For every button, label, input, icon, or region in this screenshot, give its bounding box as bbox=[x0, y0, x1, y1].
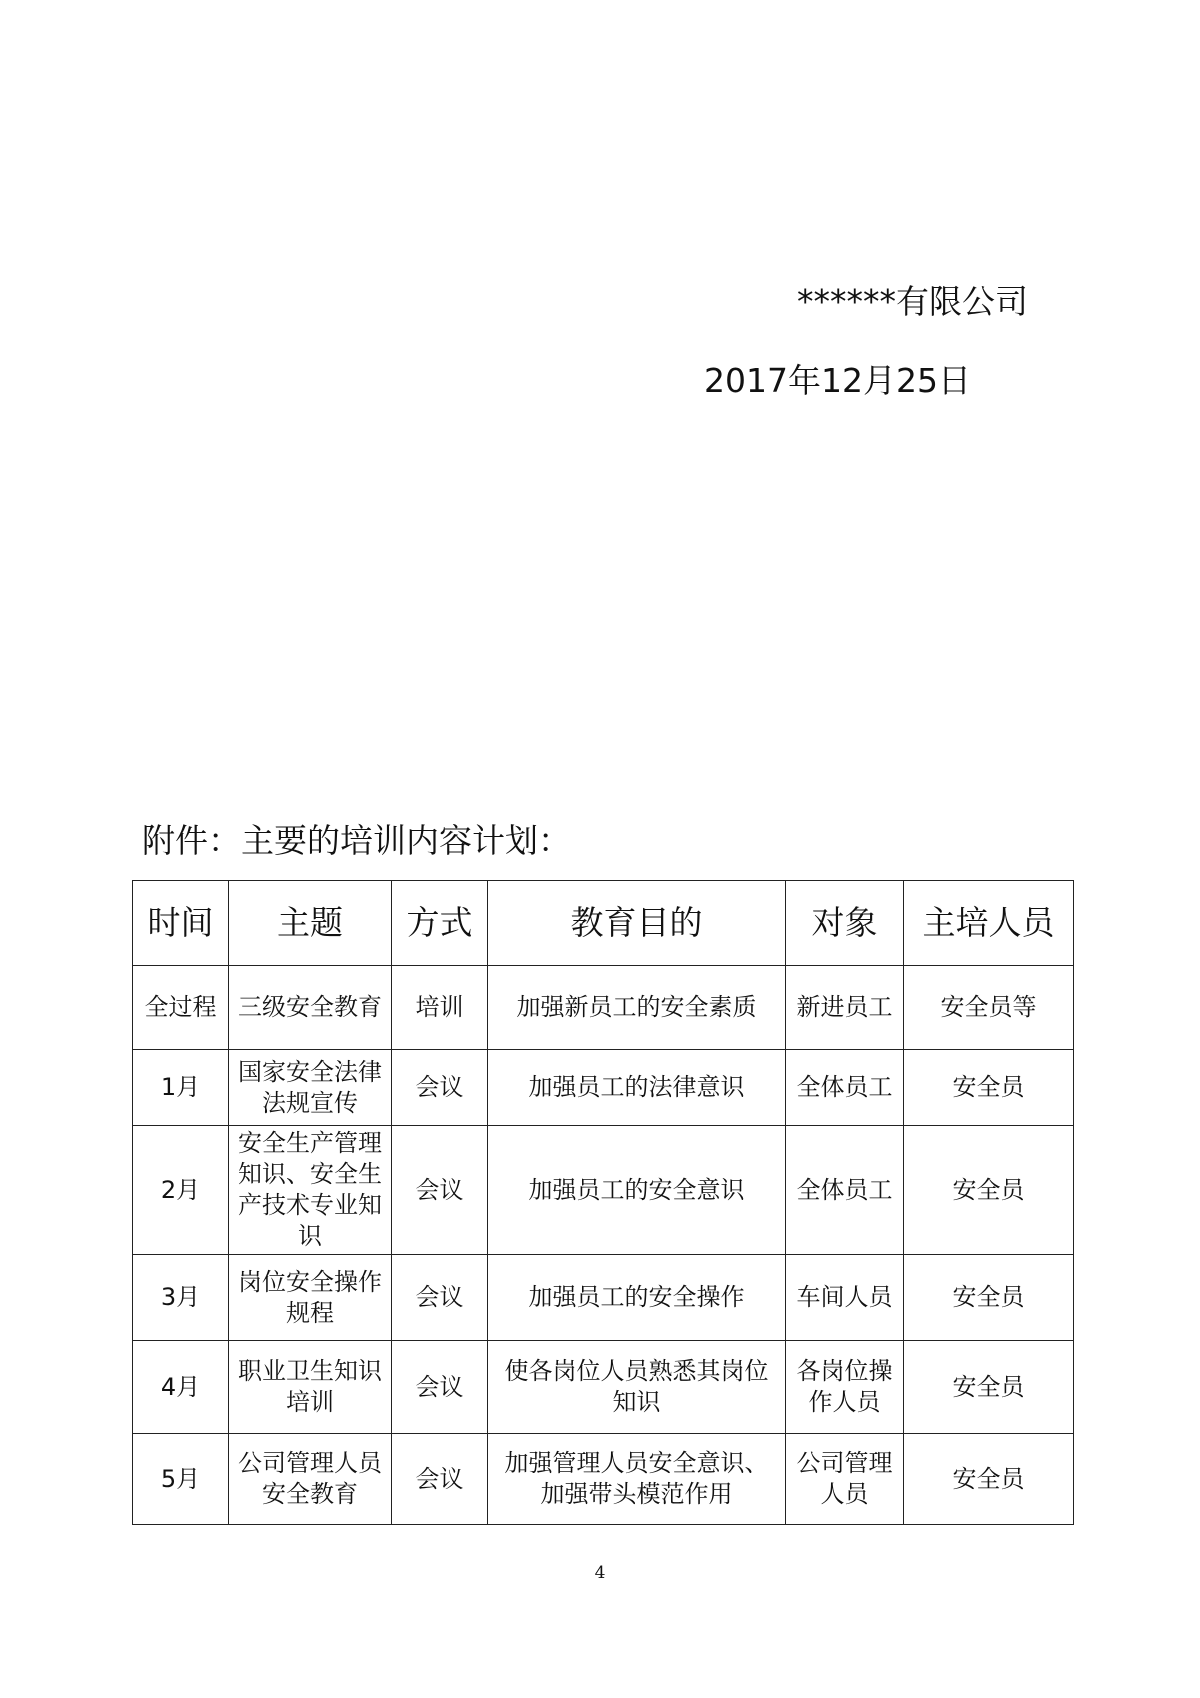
cell-time: 5月 bbox=[133, 1434, 229, 1525]
cell-purpose: 加强新员工的安全素质 bbox=[488, 966, 786, 1050]
cell-audience: 车间人员 bbox=[786, 1255, 904, 1341]
training-plan-table bbox=[132, 880, 1074, 1525]
cell-method: 会议 bbox=[392, 1434, 488, 1525]
cell-topic: 国家安全法律法规宣传 bbox=[229, 1050, 392, 1126]
cell-topic: 职业卫生知识培训 bbox=[229, 1341, 392, 1434]
cell-method: 培训 bbox=[392, 966, 488, 1050]
cell-audience: 全体员工 bbox=[786, 1126, 904, 1255]
cell-topic: 三级安全教育 bbox=[229, 966, 392, 1050]
cell-purpose: 加强管理人员安全意识、加强带头模范作用 bbox=[488, 1434, 786, 1525]
company-name: ******有限公司 bbox=[797, 282, 1028, 321]
cell-audience: 新进员工 bbox=[786, 966, 904, 1050]
page-number: 4 bbox=[594, 1563, 606, 1583]
cell-trainer: 安全员 bbox=[904, 1341, 1074, 1434]
header-time: 时间 bbox=[133, 881, 229, 966]
attachment-title: 附件：主要的培训内容计划： bbox=[142, 821, 571, 860]
cell-trainer: 安全员 bbox=[904, 1255, 1074, 1341]
cell-audience: 各岗位操作人员 bbox=[786, 1341, 904, 1434]
cell-trainer: 安全员 bbox=[904, 1126, 1074, 1255]
cell-trainer: 安全员 bbox=[904, 1434, 1074, 1525]
table-row bbox=[133, 1126, 1074, 1255]
document-date: 2017年12月25日 bbox=[704, 361, 971, 400]
header-method: 方式 bbox=[392, 881, 488, 966]
cell-purpose: 加强员工的法律意识 bbox=[488, 1050, 786, 1126]
cell-trainer: 安全员等 bbox=[904, 966, 1074, 1050]
cell-topic: 安全生产管理知识、安全生产技术专业知识 bbox=[229, 1126, 392, 1255]
cell-topic: 岗位安全操作规程 bbox=[229, 1255, 392, 1341]
cell-topic: 公司管理人员安全教育 bbox=[229, 1434, 392, 1525]
table-row bbox=[133, 1050, 1074, 1126]
table-row bbox=[133, 1341, 1074, 1434]
cell-trainer: 安全员 bbox=[904, 1050, 1074, 1126]
header-audience: 对象 bbox=[786, 881, 904, 966]
header-topic: 主题 bbox=[229, 881, 392, 966]
header-purpose: 教育目的 bbox=[488, 881, 786, 966]
cell-method: 会议 bbox=[392, 1126, 488, 1255]
cell-time: 4月 bbox=[133, 1341, 229, 1434]
table-header-row bbox=[133, 881, 1074, 966]
cell-audience: 全体员工 bbox=[786, 1050, 904, 1126]
cell-time: 3月 bbox=[133, 1255, 229, 1341]
cell-method: 会议 bbox=[392, 1255, 488, 1341]
cell-method: 会议 bbox=[392, 1050, 488, 1126]
cell-purpose: 加强员工的安全意识 bbox=[488, 1126, 786, 1255]
cell-audience: 公司管理人员 bbox=[786, 1434, 904, 1525]
cell-time: 1月 bbox=[133, 1050, 229, 1126]
table-row bbox=[133, 1255, 1074, 1341]
cell-method: 会议 bbox=[392, 1341, 488, 1434]
cell-time: 2月 bbox=[133, 1126, 229, 1255]
header-trainer: 主培人员 bbox=[904, 881, 1074, 966]
cell-purpose: 加强员工的安全操作 bbox=[488, 1255, 786, 1341]
cell-time: 全过程 bbox=[133, 966, 229, 1050]
table-row bbox=[133, 1434, 1074, 1525]
table-row bbox=[133, 966, 1074, 1050]
cell-purpose: 使各岗位人员熟悉其岗位知识 bbox=[488, 1341, 786, 1434]
